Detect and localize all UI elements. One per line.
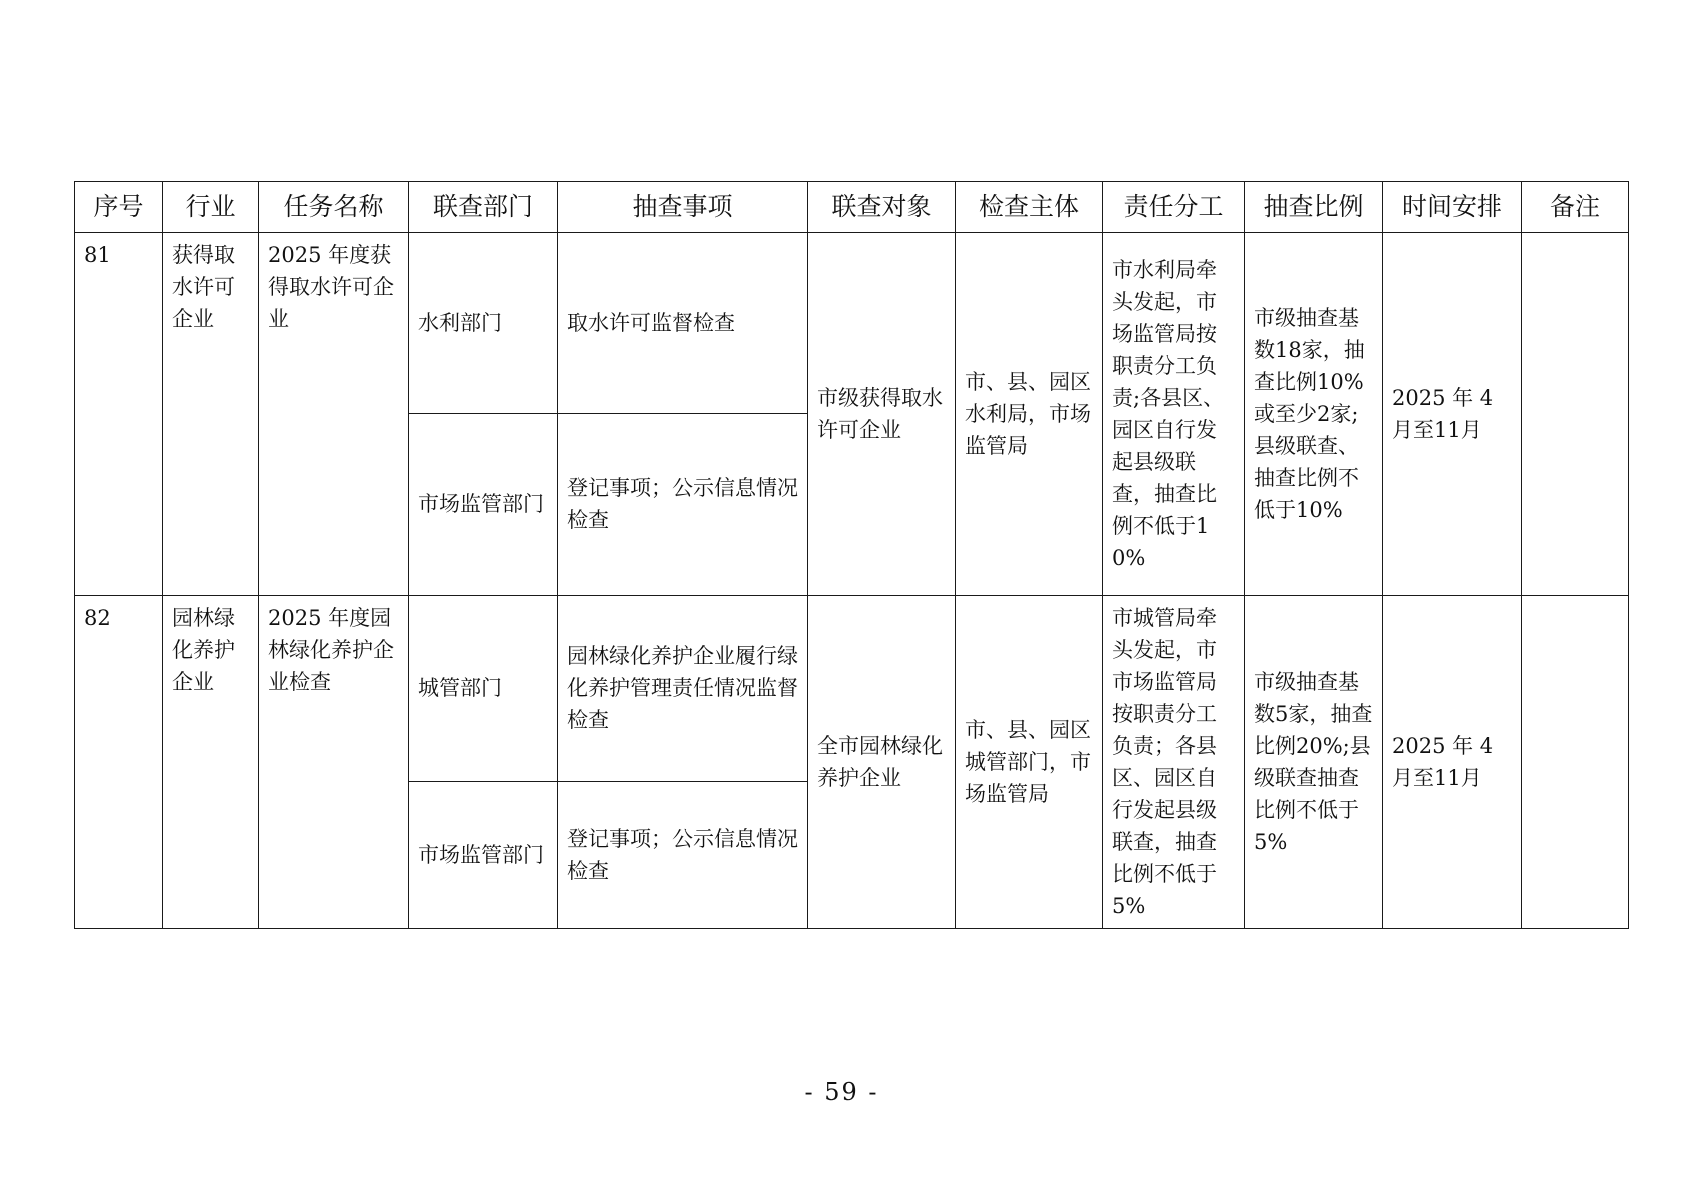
seq-cell: 81 — [75, 233, 163, 595]
subject-cell: 市、县、园区城管部门，市场监管局 — [956, 595, 1103, 928]
remark-cell — [1522, 233, 1629, 595]
dept-cell: 水利部门 — [409, 233, 558, 414]
task-cell: 2025 年度园林绿化养护企业检查 — [259, 595, 409, 928]
item-cell: 取水许可监督检查 — [558, 233, 808, 414]
task-cell: 2025 年度获得取水许可企业 — [259, 233, 409, 595]
ratio-cell: 市级抽查基数18家，抽查比例10%或至少2家;县级联查、抽查比例不低于10% — [1245, 233, 1383, 595]
item-cell: 登记事项；公示信息情况检查 — [558, 414, 808, 595]
header-cell: 备注 — [1522, 182, 1629, 233]
schedule-cell: 2025 年 4 月至11月 — [1383, 233, 1522, 595]
ratio-cell: 市级抽查基数5家，抽查比例20%;县级联查抽查比例不低于5% — [1245, 595, 1383, 928]
schedule-cell: 2025 年 4 月至11月 — [1383, 595, 1522, 928]
responsibility-cell: 市水利局牵头发起，市场监管局按职责分工负责;各县区、园区自行发起县级联查，抽查比例不低于10% — [1103, 233, 1245, 595]
industry-cell: 园林绿化养护企业 — [163, 595, 259, 928]
header-cell: 时间安排 — [1383, 182, 1522, 233]
header-cell: 抽查事项 — [558, 182, 808, 233]
remark-cell — [1522, 595, 1629, 928]
inspection-task-table — [74, 181, 1629, 929]
subject-cell: 市、县、园区水利局，市场监管局 — [956, 233, 1103, 595]
responsibility-cell: 市城管局牵头发起，市市场监管局按职责分工负责；各县区、园区自行发起县级联查，抽查比例不低于5% — [1103, 595, 1245, 928]
industry-cell: 获得取水许可企业 — [163, 233, 259, 595]
dept-cell: 市场监管部门 — [409, 781, 558, 928]
header-cell: 行业 — [163, 182, 259, 233]
header-cell: 抽查比例 — [1245, 182, 1383, 233]
header-cell: 联查部门 — [409, 182, 558, 233]
dept-cell: 市场监管部门 — [409, 414, 558, 595]
target-cell: 市级获得取水许可企业 — [808, 233, 956, 595]
item-cell: 登记事项；公示信息情况检查 — [558, 781, 808, 928]
header-cell: 任务名称 — [259, 182, 409, 233]
header-row — [75, 182, 1629, 233]
table-row — [75, 233, 1629, 414]
page-number: - 59 - — [804, 1078, 879, 1106]
table-row — [75, 595, 1629, 781]
item-cell: 园林绿化养护企业履行绿化养护管理责任情况监督检查 — [558, 595, 808, 781]
header-cell: 责任分工 — [1103, 182, 1245, 233]
header-cell: 检查主体 — [956, 182, 1103, 233]
header-cell: 序号 — [75, 182, 163, 233]
dept-cell: 城管部门 — [409, 595, 558, 781]
seq-cell: 82 — [75, 595, 163, 928]
header-cell: 联查对象 — [808, 182, 956, 233]
target-cell: 全市园林绿化养护企业 — [808, 595, 956, 928]
